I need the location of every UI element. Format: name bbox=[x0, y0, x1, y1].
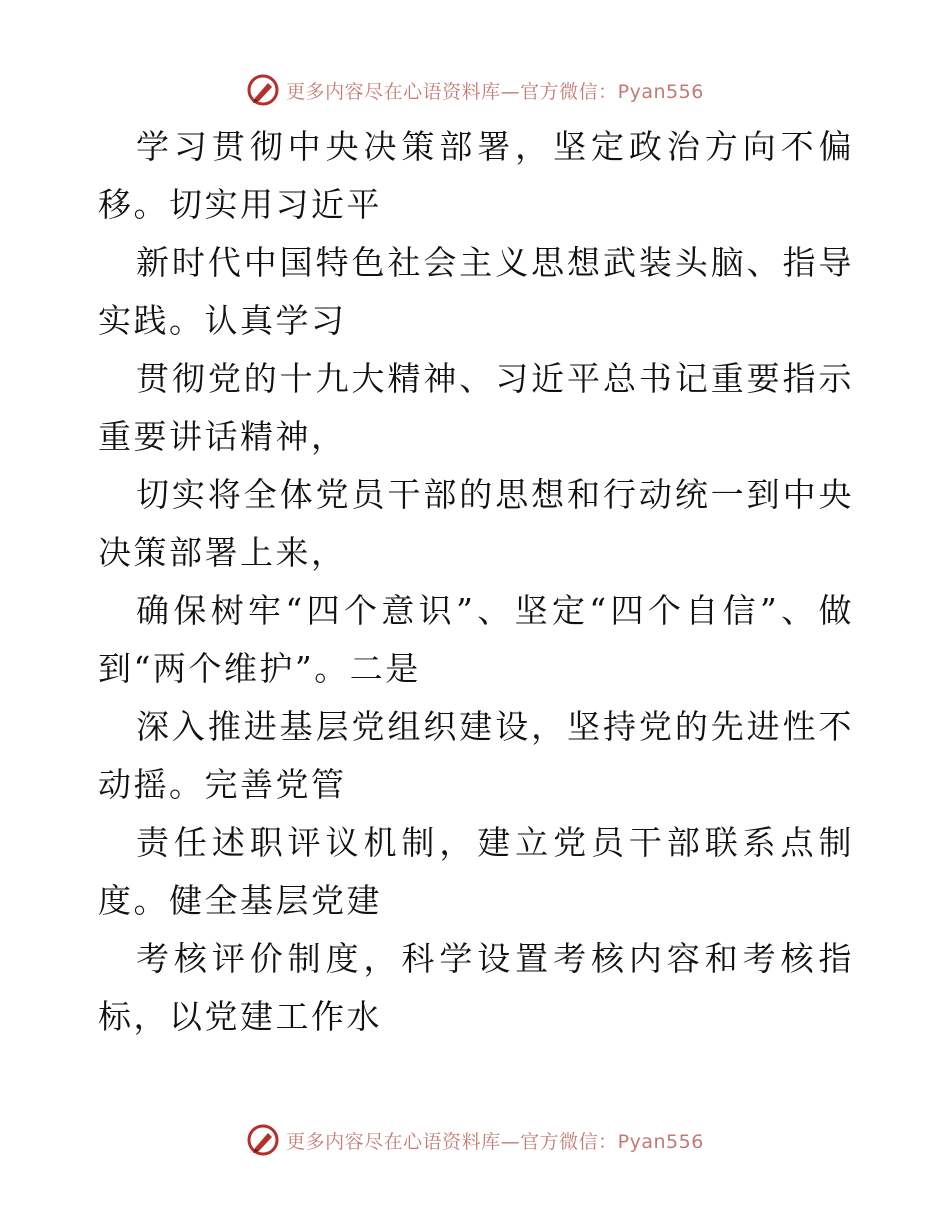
paragraph-8: 考核评价制度，科学设置考核内容和考核指标，以党建工作水 bbox=[98, 939, 854, 1036]
footer-watermark-banner bbox=[0, 1120, 950, 1160]
paragraph-7: 责任述职评议机制，建立党员干部联系点制度。健全基层党建 bbox=[98, 823, 854, 920]
paragraph-5: 确保树牢“四个意识”、坚定“四个自信”、做到“两个维护”。二是 bbox=[98, 591, 854, 688]
pen-logo-icon bbox=[246, 73, 280, 107]
paragraph-1: 学习贯彻中央决策部署，坚定政治方向不偏移。切实用习近平 bbox=[98, 127, 854, 224]
paragraph-3: 贯彻党的十九大精神、习近平总书记重要指示重要讲话精神， bbox=[98, 359, 854, 456]
pen-logo-icon bbox=[246, 1123, 280, 1157]
footer-watermark-text: 更多内容尽在心语资料库—官方微信：Pyan556 bbox=[286, 1130, 704, 1153]
paragraph-2: 新时代中国特色社会主义思想武装头脑、指导实践。认真学习 bbox=[98, 243, 854, 340]
header-watermark-text: 更多内容尽在心语资料库—官方微信：Pyan556 bbox=[286, 80, 704, 103]
paragraph-6: 深入推进基层党组织建设，坚持党的先进性不动摇。完善党管 bbox=[98, 707, 854, 804]
document-body bbox=[98, 118, 854, 1046]
header-watermark-banner bbox=[0, 70, 950, 110]
paragraph-4: 切实将全体党员干部的思想和行动统一到中央决策部署上来， bbox=[98, 475, 854, 572]
